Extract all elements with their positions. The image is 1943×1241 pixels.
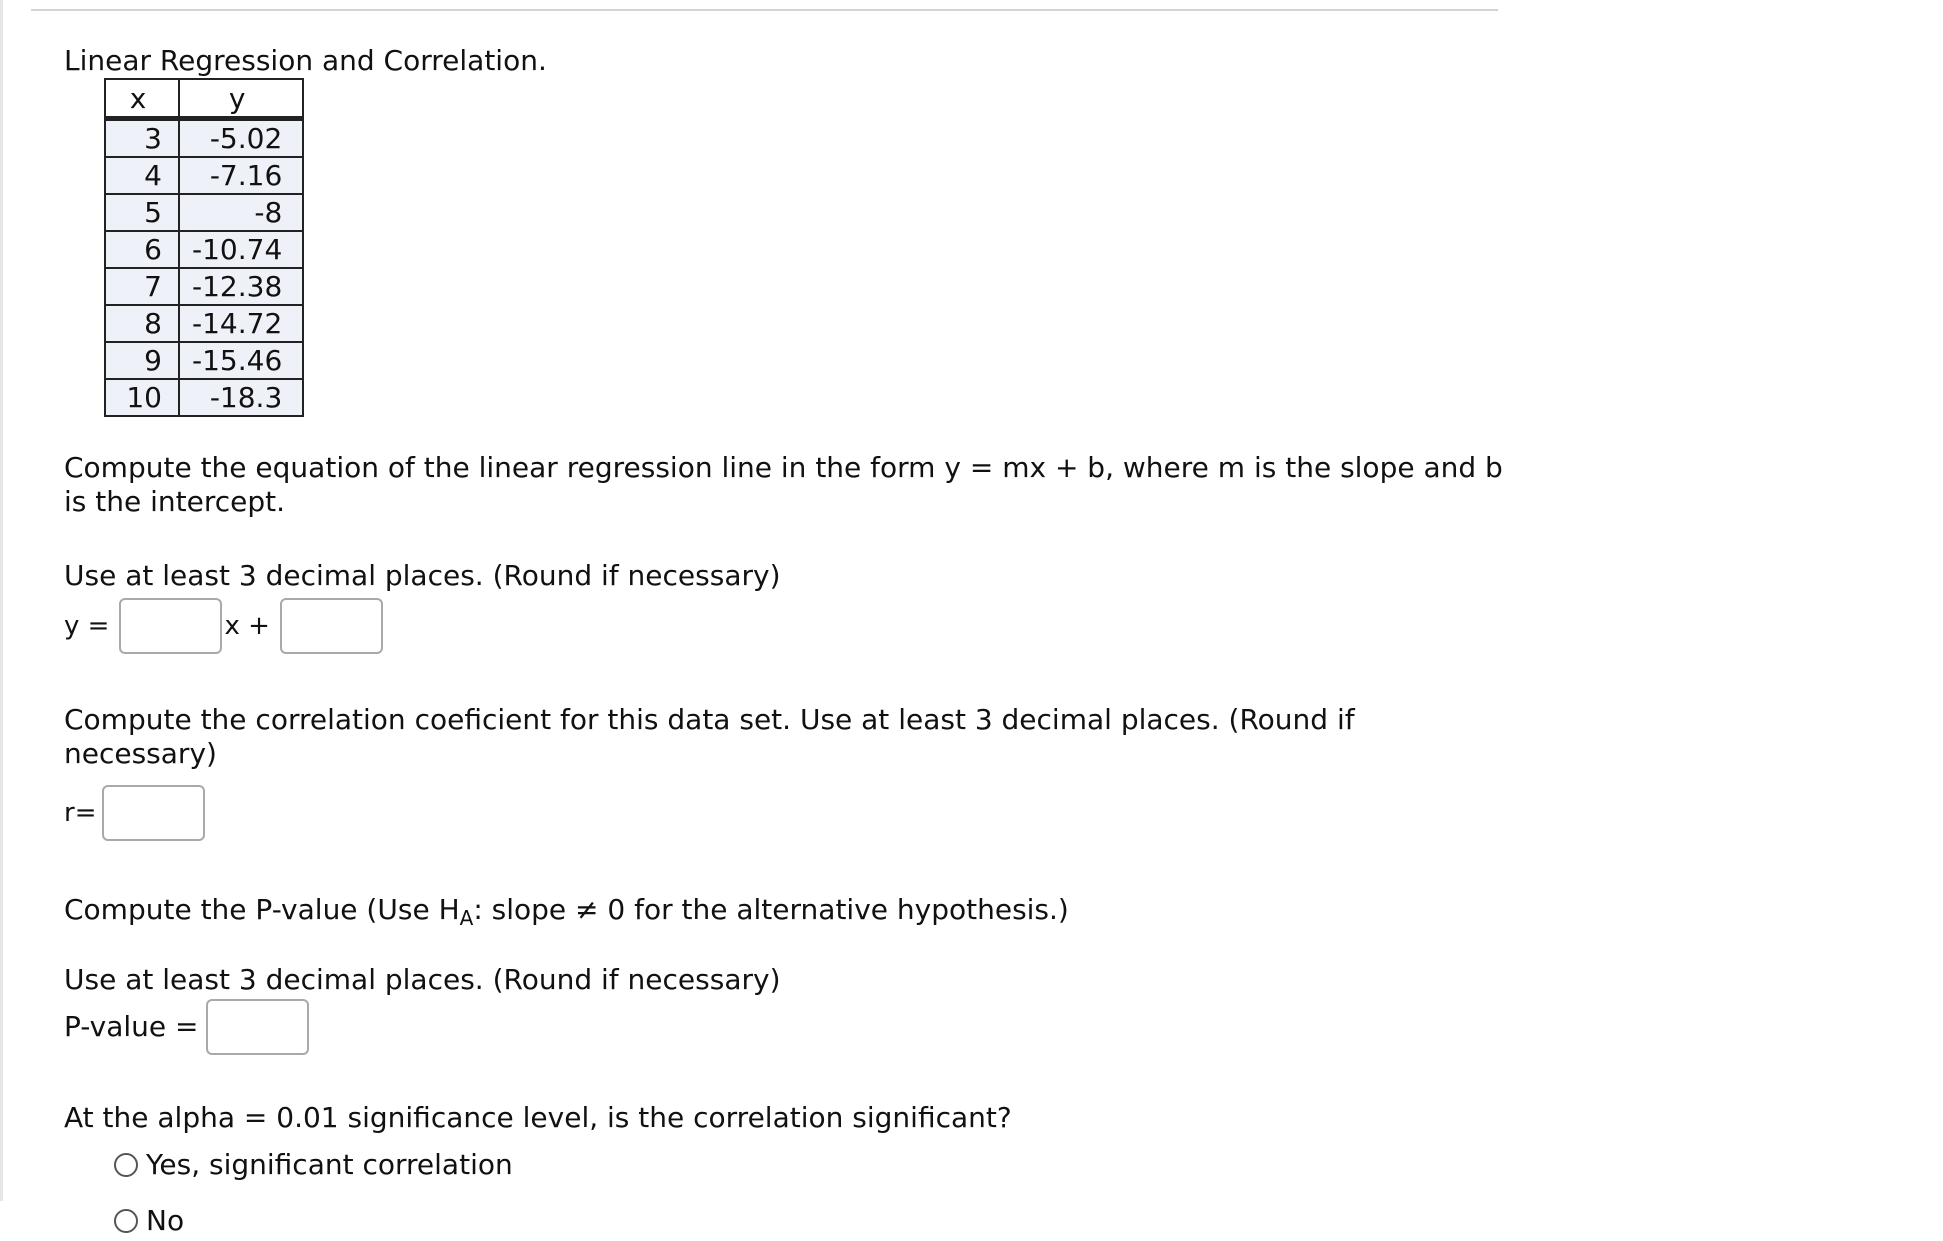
- page-left-edge: [0, 0, 3, 1201]
- column-header-y: y: [179, 79, 303, 119]
- regression-decimals-note: Use at least 3 decimal places. (Round if necessary): [64, 559, 781, 592]
- table-row: [105, 119, 303, 158]
- cell-y: -10.74: [179, 231, 303, 268]
- correlation-instruction: Compute the correlation coeficient for this data set. Use at least 3 decimal places. (Round if necessary): [64, 703, 1355, 770]
- question-content: [64, 44, 1504, 1241]
- table-row: [105, 342, 303, 379]
- option-no[interactable]: [114, 1201, 1504, 1241]
- data-table: [104, 78, 304, 417]
- option-yes-label: Yes, significant correlation: [146, 1148, 513, 1181]
- table-row: [105, 194, 303, 231]
- cell-x: 3: [105, 119, 179, 158]
- table-row: [105, 305, 303, 342]
- table-row: [105, 268, 303, 305]
- radio-no[interactable]: [114, 1209, 138, 1233]
- regression-equation-row: [64, 597, 1504, 655]
- pvalue-label: P-value =: [64, 1010, 199, 1043]
- x-plus-label: x +: [224, 611, 270, 641]
- cell-y: -14.72: [179, 305, 303, 342]
- pvalue-instruction: [64, 893, 1504, 930]
- cell-x: 7: [105, 268, 179, 305]
- cell-x: 8: [105, 305, 179, 342]
- pvalue-decimals-note: Use at least 3 decimal places. (Round if necessary): [64, 963, 781, 996]
- regression-instruction: Compute the equation of the linear regression line in the form y = mx + b, where m is the slope and b is the intercept.: [64, 451, 1503, 518]
- question-title: Linear Regression and Correlation.: [64, 44, 547, 77]
- column-header-x: x: [105, 79, 179, 119]
- cell-x: 9: [105, 342, 179, 379]
- correlation-answer-row: [64, 783, 1504, 843]
- pvalue-answer-row: [64, 997, 1504, 1057]
- cell-y: -15.46: [179, 342, 303, 379]
- pvalue-instruction-suffix: : slope ≠ 0 for the alternative hypothesis.): [473, 893, 1069, 926]
- table-row: [105, 231, 303, 268]
- pvalue-instruction-prefix: Compute the P-value (Use H: [64, 893, 460, 926]
- y-equals-label: y =: [64, 611, 110, 641]
- radio-yes[interactable]: [114, 1153, 138, 1177]
- option-yes[interactable]: [114, 1145, 1504, 1185]
- cell-x: 10: [105, 379, 179, 416]
- table-header-row: [105, 79, 303, 119]
- cell-x: 4: [105, 157, 179, 194]
- cell-y: -5.02: [179, 119, 303, 158]
- cell-y: -12.38: [179, 268, 303, 305]
- significance-question: At the alpha = 0.01 significance level, is the correlation significant?: [64, 1101, 1012, 1134]
- r-input[interactable]: [102, 785, 205, 841]
- r-equals-label: r=: [64, 798, 97, 828]
- cell-x: 5: [105, 194, 179, 231]
- cell-y: -7.16: [179, 157, 303, 194]
- option-no-label: No: [146, 1204, 185, 1237]
- slope-input[interactable]: [119, 598, 222, 654]
- top-divider: [31, 9, 1498, 11]
- cell-x: 6: [105, 231, 179, 268]
- cell-y: -18.3: [179, 379, 303, 416]
- cell-y: -8: [179, 194, 303, 231]
- table-row: [105, 379, 303, 416]
- intercept-input[interactable]: [280, 598, 383, 654]
- table-row: [105, 157, 303, 194]
- pvalue-input[interactable]: [206, 999, 309, 1055]
- hypothesis-subscript: A: [459, 906, 474, 930]
